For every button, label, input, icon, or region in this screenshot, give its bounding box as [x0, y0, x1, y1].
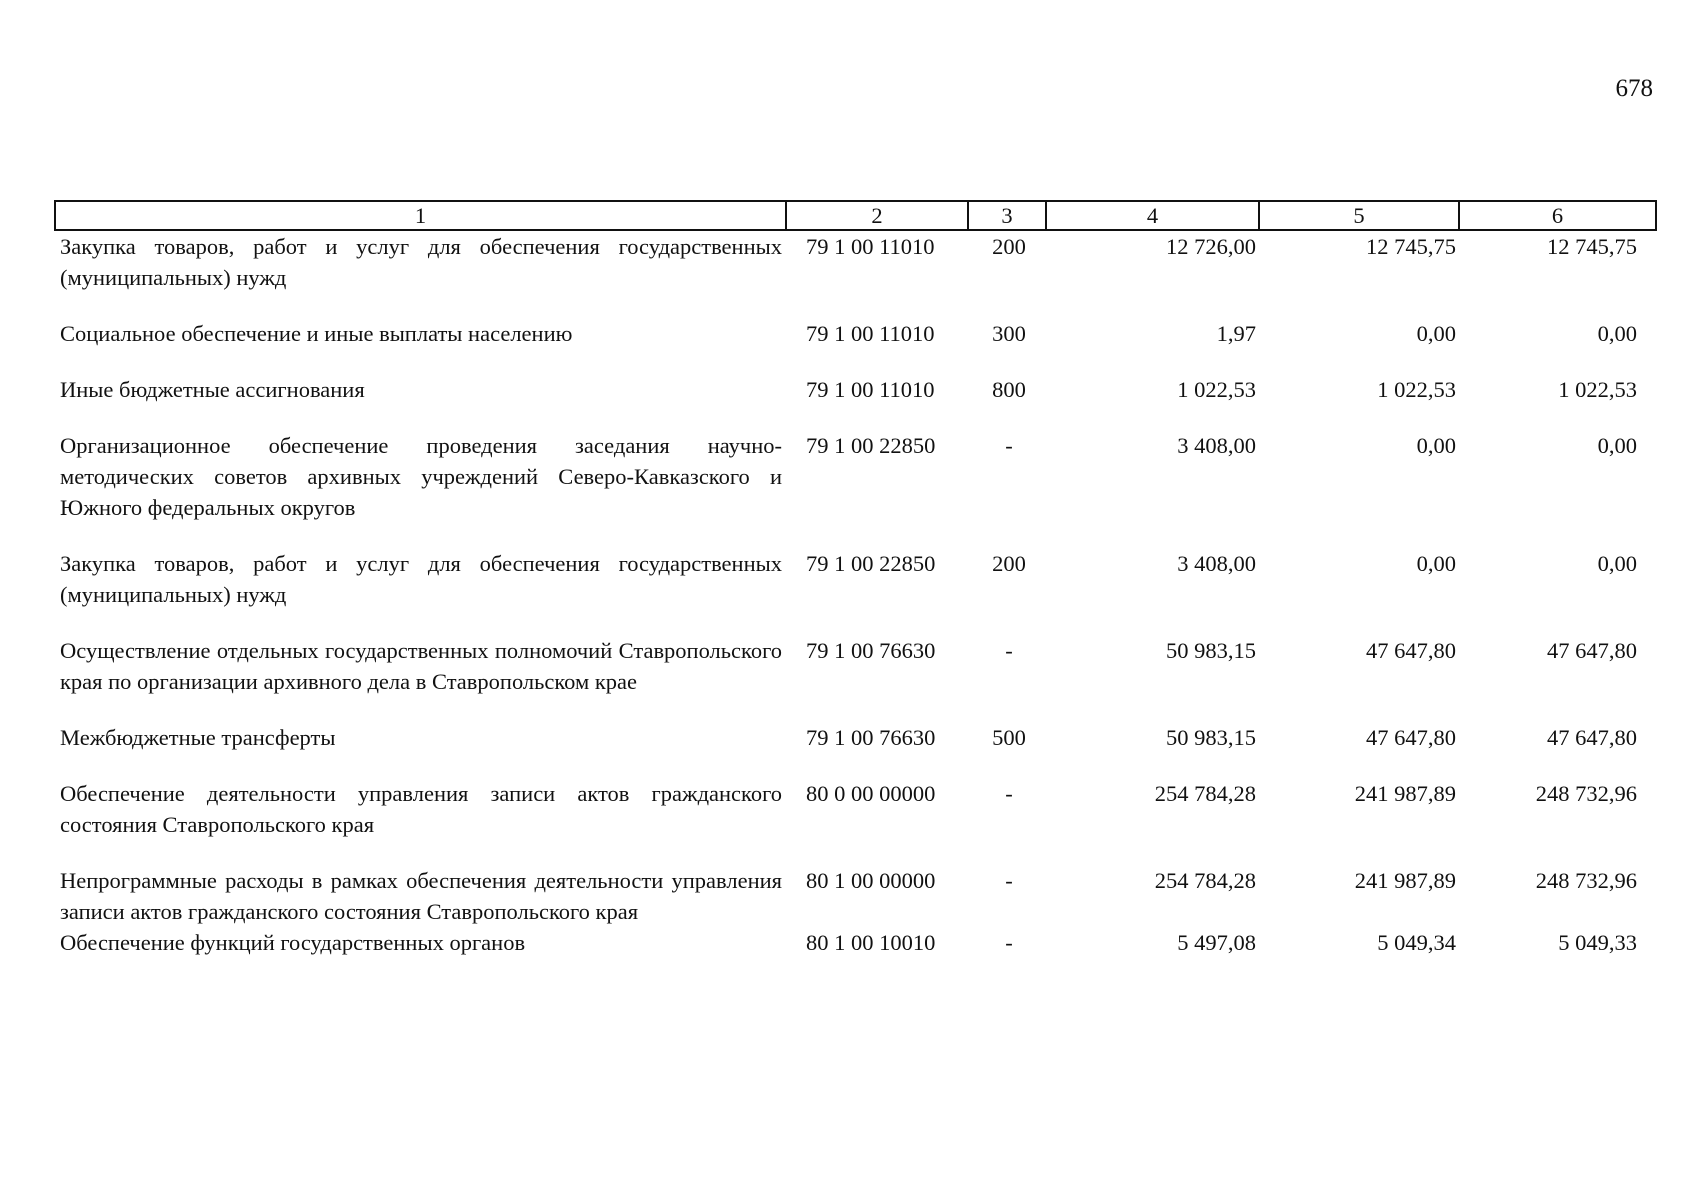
row-amount-col5: 0,00: [1416, 321, 1456, 346]
column-header: 4: [1046, 201, 1259, 230]
row-amount-col4: 3 408,00: [1177, 433, 1256, 458]
row-expense-kind: -: [1005, 433, 1013, 458]
table-row: [55, 635, 1656, 722]
row-target-code: 80 1 00 10010: [806, 930, 936, 955]
row-name: Обеспечение деятельности управления записи актов гражданского состояния Ставропольского края: [60, 781, 782, 837]
row-amount-col5: 241 987,89: [1354, 781, 1456, 806]
row-expense-kind: 200: [992, 234, 1026, 259]
table-row: [55, 722, 1656, 778]
budget-table: [54, 200, 1657, 958]
row-amount-col4: 5 497,08: [1177, 930, 1256, 955]
row-name: Обеспечение функций государственных органов: [60, 930, 526, 955]
row-expense-kind: 300: [992, 321, 1026, 346]
row-target-code: 79 1 00 11010: [806, 321, 935, 346]
row-amount-col6: 248 732,96: [1535, 781, 1637, 806]
row-target-code: 80 1 00 00000: [806, 868, 936, 893]
table-row: [55, 374, 1656, 430]
table-header: [55, 201, 1656, 230]
row-amount-col5: 0,00: [1416, 433, 1456, 458]
row-amount-col6: 0,00: [1597, 551, 1637, 576]
row-amount-col4: 1 022,53: [1177, 377, 1256, 402]
row-amount-col5: 47 647,80: [1366, 725, 1456, 750]
table-body: [55, 230, 1656, 958]
row-expense-kind: -: [1005, 781, 1013, 806]
row-target-code: 79 1 00 22850: [806, 433, 936, 458]
row-name: Закупка товаров, работ и услуг для обеспечения государственных (муниципальных) нужд: [60, 234, 782, 290]
row-amount-col5: 0,00: [1416, 551, 1456, 576]
row-target-code: 79 1 00 76630: [806, 638, 936, 663]
row-expense-kind: -: [1005, 868, 1013, 893]
row-expense-kind: 800: [992, 377, 1026, 402]
row-expense-kind: 200: [992, 551, 1026, 576]
table-row: [55, 778, 1656, 865]
table-row: [55, 548, 1656, 635]
table-row: [55, 865, 1656, 927]
row-name: Закупка товаров, работ и услуг для обеспечения государственных (муниципальных) нужд: [60, 551, 782, 607]
row-name: Организационное обеспечение проведения заседания научно-методических советов архивных учреждений Северо-Кавказского и Южного федеральных округов: [60, 433, 782, 520]
budget-table-container: [54, 200, 1655, 958]
row-amount-col6: 0,00: [1597, 433, 1637, 458]
row-target-code: 79 1 00 11010: [806, 377, 935, 402]
row-name: Социальное обеспечение и иные выплаты населению: [60, 321, 573, 346]
row-amount-col4: 254 784,28: [1154, 781, 1256, 806]
row-name: Иные бюджетные ассигнования: [60, 377, 365, 402]
row-amount-col5: 1 022,53: [1377, 377, 1456, 402]
row-amount-col6: 1 022,53: [1558, 377, 1637, 402]
column-header: 6: [1459, 201, 1656, 230]
page-number: 678: [1615, 75, 1653, 102]
row-amount-col6: 5 049,33: [1558, 930, 1637, 955]
row-amount-col4: 1,97: [1216, 321, 1256, 346]
row-expense-kind: -: [1005, 638, 1013, 663]
row-amount-col6: 0,00: [1597, 321, 1637, 346]
row-amount-col6: 248 732,96: [1535, 868, 1637, 893]
table-row: [55, 430, 1656, 548]
row-expense-kind: -: [1005, 930, 1013, 955]
row-name: Межбюджетные трансферты: [60, 725, 336, 750]
row-amount-col5: 12 745,75: [1366, 234, 1456, 259]
row-amount-col6: 47 647,80: [1547, 638, 1637, 663]
row-amount-col5: 241 987,89: [1354, 868, 1456, 893]
row-target-code: 79 1 00 11010: [806, 234, 935, 259]
table-row: [55, 927, 1656, 958]
row-name: Осуществление отдельных государственных полномочий Ставропольского края по организации архивного дела в Ставропольском крае: [60, 638, 782, 694]
row-amount-col6: 12 745,75: [1547, 234, 1637, 259]
row-target-code: 79 1 00 22850: [806, 551, 936, 576]
row-amount-col5: 5 049,34: [1377, 930, 1456, 955]
row-name: Непрограммные расходы в рамках обеспечения деятельности управления записи актов гражданского состояния Ставропольского края: [60, 868, 782, 924]
row-amount-col4: 254 784,28: [1154, 868, 1256, 893]
table-row: [55, 318, 1656, 374]
row-amount-col6: 47 647,80: [1547, 725, 1637, 750]
row-amount-col4: 50 983,15: [1166, 725, 1256, 750]
row-target-code: 80 0 00 00000: [806, 781, 936, 806]
row-amount-col4: 12 726,00: [1166, 234, 1256, 259]
column-header: 1: [55, 201, 786, 230]
row-expense-kind: 500: [992, 725, 1026, 750]
row-amount-col4: 50 983,15: [1166, 638, 1256, 663]
row-amount-col4: 3 408,00: [1177, 551, 1256, 576]
table-row: [55, 230, 1656, 318]
column-header: 3: [968, 201, 1046, 230]
row-amount-col5: 47 647,80: [1366, 638, 1456, 663]
row-target-code: 79 1 00 76630: [806, 725, 936, 750]
column-number-row: [55, 201, 1656, 230]
column-header: 2: [786, 201, 968, 230]
column-header: 5: [1259, 201, 1459, 230]
